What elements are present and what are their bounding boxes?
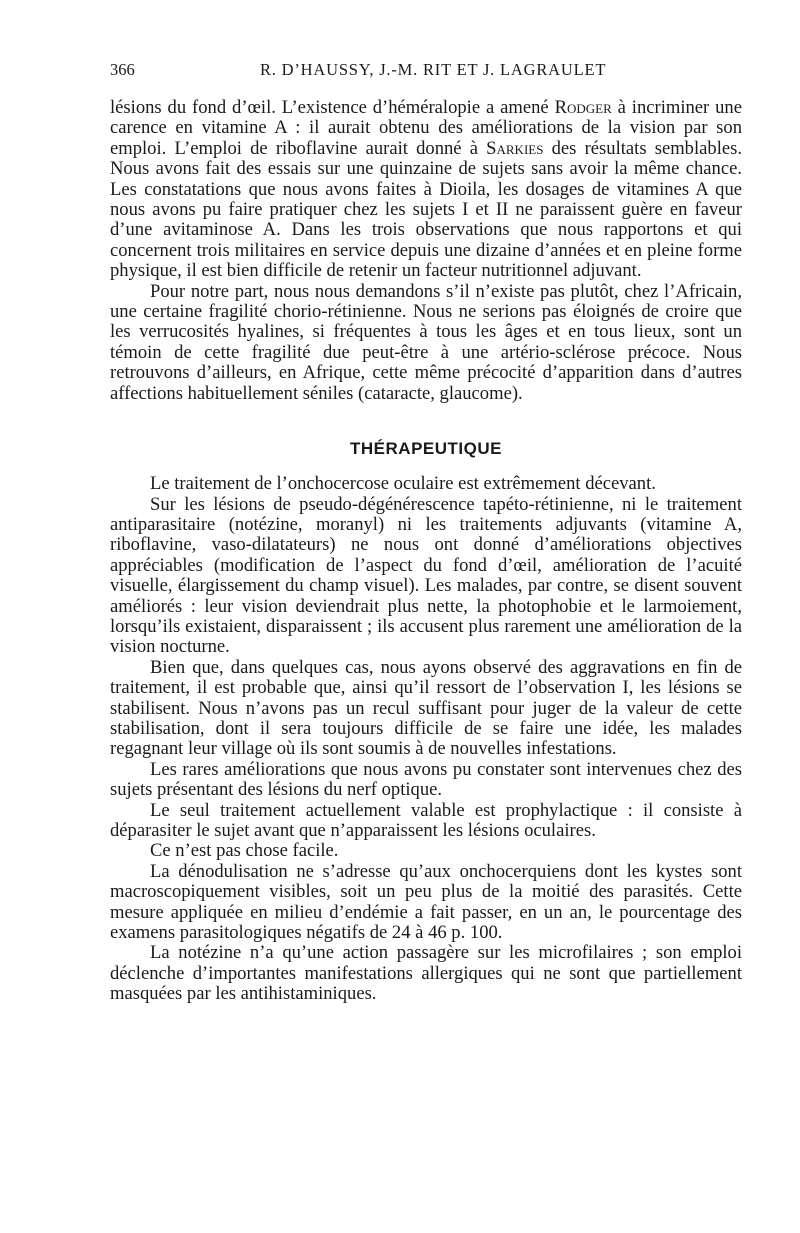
paragraph-9: La dénodulisation ne s’adresse qu’aux onchocerquiens dont les kystes sont macroscopiquement visibles, soit un peu plus de la moitié des parasités. Cette mesure appliquée en milieu d’endémie a fait passer, en un an, le pourcentage des examens parasitologiques négatifs de 24 à 46 p. 100.	[110, 860, 742, 944]
section-title: THÉRAPEUTIQUE	[350, 439, 502, 459]
page-number: 366	[110, 60, 135, 79]
paragraph-5: Bien que, dans quelques cas, nous ayons observé des aggravations en fin de traitement, il est probable que, ainsi qu’il ressort de l’observation I, les lésions se stabilisent. Nous n’avons pas un recul suffisant pour juger de la valeur de cette stabilisation, dont il sera toujours difficile de se faire une idée, les malades regagnant leur village où ils sont soumis à de nouvelles infestations.	[110, 656, 742, 760]
paragraph-6: Les rares améliorations que nous avons pu constater sont intervenues chez des sujets présentant des lésions du nerf optique.	[110, 758, 742, 801]
author-name-sarkies: Sarkies	[486, 137, 544, 159]
author-name-rodger: Rodger	[554, 97, 612, 118]
running-header-authors: R. D’HAUSSY, J.-M. RIT ET J. LAGRAULET	[260, 60, 607, 79]
paragraph-10: La notézine n’a qu’une action passagère sur les microfilaires ; son emploi déclenche d’importantes manifestations allergiques qui ne sont que partiellement masquées par les antihistaminiques.	[110, 942, 742, 1005]
paragraph-2: Pour notre part, nous nous demandons s’il n’existe pas plutôt, chez l’Africain, une certaine fragilité chorio-rétinienne. Nous ne serions pas éloignés de croire que les verrucosités hyalines, si fréquentes à tous les âges et en tous lieux, sont un témoin de cette fragilité due peut-être à une artério-sclérose précoce. Nous retrouvons d’ailleurs, en Afrique, cette même précocité d’apparition dans d’autres affections habituellement séniles (cataracte, glaucome).	[110, 280, 742, 404]
paragraph-8: Ce n’est pas chose facile.	[150, 840, 339, 862]
paragraph-7: Le seul traitement actuellement valable est prophylactique : il consiste à déparasiter le sujet avant que n’apparaissent les lésions oculaires.	[110, 799, 742, 841]
paragraph-1: lésions du fond d’œil. L’existence d’héméralopie a amené Rodger à incriminer une carence en vitamine A : il aurait obtenu des améliorations de la vision par son emploi. L’emploi de riboflavine aurait donné à Sarkies des résultats semblables. Nous avons fait des essais sur une quinzaine de sujets sans avoir la même chance. Les constatations que nous avons faites à Dioila, les dosages de vitamines A que nous avons pu faire pratiquer chez les sujets I et II ne paraissent guère en faveur d’une avitaminose A. Dans les trois observations que nous rapportons et qui concernent trois militaires en service depuis une dizaine d’années et en pleine forme physique, il est bien difficile de retenir un facteur nutritionnel adjuvant.	[110, 97, 742, 282]
running-header	[110, 58, 742, 82]
paragraph-3: Le traitement de l’onchocercose oculaire est extrêmement décevant.	[150, 473, 656, 495]
body-text	[110, 98, 742, 1005]
paragraph-4: Sur les lésions de pseudo-dégénérescence tapéto-rétinienne, ni le traitement antiparasitaire (notézine, moranyl) ni les traitements adjuvants (vitamine A, riboflavine, vaso-dilatateurs) ne nous ont donné d’améliorations objectives appréciables (modification de l’aspect du fond d’œil, amélioration de l’acuité visuelle, élargissement du champ visuel). Les malades, par contre, se disent souvent améliorés : leur vision deviendrait plus nette, la photophobie et le larmoiement, lorsqu’ils existaient, disparaissent ; ils accusent plus rarement une amélioration de la vision nocturne.	[110, 493, 742, 658]
